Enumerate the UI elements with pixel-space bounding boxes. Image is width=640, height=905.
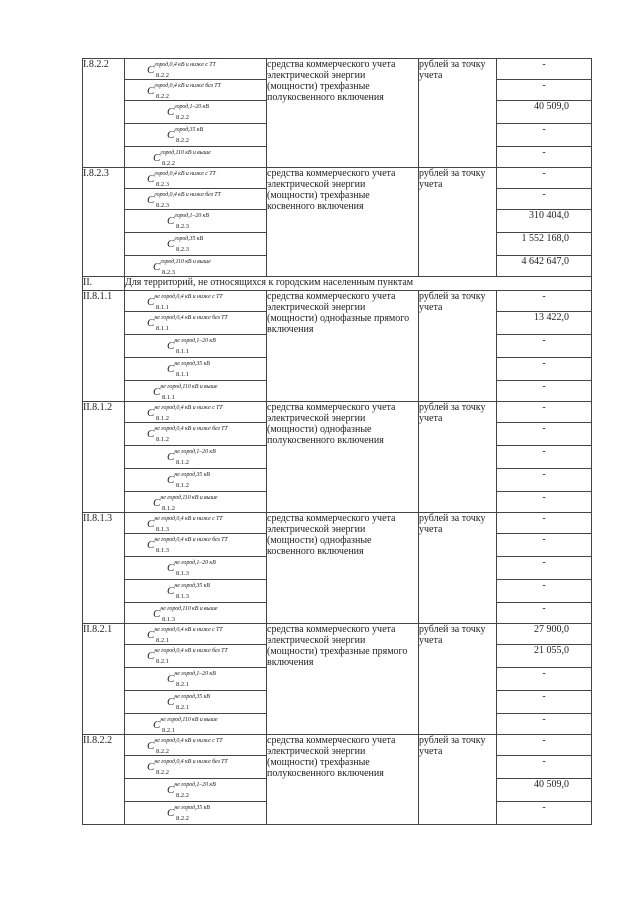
rate-symbol-superscript: не город,0,4 кВ и ниже с ТТ xyxy=(154,516,223,522)
rate-symbol-subscript-wrap xyxy=(156,635,169,645)
rate-symbol-cell xyxy=(125,80,267,101)
rate-symbol-superscript: не город,110 кВ и выше xyxy=(160,384,218,390)
rate-symbol-subscript-wrap xyxy=(156,656,169,667)
rate-value: - xyxy=(497,469,592,492)
meter-description: средства коммерческого учета электрической энергии (мощности) трехфазные косвенного включения xyxy=(267,168,419,277)
table-row xyxy=(83,513,592,534)
item-code: II.8.2.1 xyxy=(83,624,125,735)
rate-symbol-cell xyxy=(125,168,267,189)
item-code: II.8.2.2 xyxy=(83,735,125,825)
rate-symbol-superscript: не город,0,4 кВ и ниже с ТТ xyxy=(154,294,223,300)
rate-symbol-subscript-wrap xyxy=(176,244,189,255)
rate-symbol-cell xyxy=(125,557,267,580)
rate-symbol-superscript: не город,110 кВ и выше xyxy=(160,495,218,501)
unit-of-measure: рублей за точку учета xyxy=(419,59,497,168)
rate-symbol-subscript-wrap xyxy=(176,457,189,468)
rate-symbol-cell xyxy=(125,603,267,624)
rate-symbol-subscript-wrap xyxy=(156,413,169,423)
rate-value: 13 422,0 xyxy=(497,312,592,335)
rate-symbol-subscript: 8.2.3 xyxy=(156,181,169,188)
rate-symbol-subscript: 8.1.2 xyxy=(156,415,169,422)
rate-symbol-subscript-wrap xyxy=(176,221,189,232)
rate-symbol-cell xyxy=(125,580,267,603)
rate-value: - xyxy=(497,147,592,168)
rate-symbol-subscript-wrap xyxy=(176,346,189,357)
table-row xyxy=(83,402,592,423)
rate-symbol-subscript-wrap xyxy=(162,267,175,277)
rate-symbol-superscript: город,1–20 кВ xyxy=(174,104,209,110)
rate-symbol-letter: C xyxy=(147,407,155,419)
rate-symbol-superscript: не город,35 кВ xyxy=(174,472,210,478)
rate-symbol-subscript: 8.1.3 xyxy=(156,526,169,533)
rate-symbol-superscript: город,0,4 кВ и ниже с ТТ xyxy=(154,62,216,68)
rate-symbol-subscript: 8.2.2 xyxy=(162,160,175,167)
rate-symbol-superscript: не город,35 кВ xyxy=(174,583,210,589)
table-row xyxy=(83,168,592,189)
rate-symbol-letter: C xyxy=(147,539,155,551)
rate-symbol-superscript: не город,110 кВ и выше xyxy=(160,717,218,723)
rate-symbol-letter: C xyxy=(167,451,175,463)
rate-symbol-cell xyxy=(125,335,267,358)
rate-symbol-superscript: город,1–20 кВ xyxy=(174,213,209,219)
rate-symbol-cell xyxy=(125,189,267,210)
rate-symbol-letter: C xyxy=(167,474,175,486)
rate-symbol-subscript: 8.1.1 xyxy=(162,394,175,401)
rate-symbol-cell xyxy=(125,423,267,446)
rate-symbol-letter: C xyxy=(167,106,175,118)
rate-value: - xyxy=(497,691,592,714)
rate-symbol-cell xyxy=(125,381,267,402)
rate-symbol-subscript-wrap xyxy=(162,503,175,513)
rate-value: 27 900,0 xyxy=(497,624,592,645)
section-title: Для территорий, не относящихся к городским населенным пунктам xyxy=(125,277,592,291)
rate-symbol-letter: C xyxy=(153,152,161,164)
rate-symbol-subscript: 8.2.1 xyxy=(156,637,169,644)
rate-symbol-letter: C xyxy=(147,317,155,329)
rate-symbol-cell xyxy=(125,312,267,335)
rate-value: 21 055,0 xyxy=(497,645,592,668)
rate-value: - xyxy=(497,358,592,381)
rate-symbol-letter: C xyxy=(147,428,155,440)
meter-description: средства коммерческого учета электрической энергии (мощности) трехфазные прямого включения xyxy=(267,624,419,735)
rate-symbol-letter: C xyxy=(167,340,175,352)
table-row xyxy=(83,624,592,645)
unit-of-measure: рублей за точку учета xyxy=(419,513,497,624)
rate-symbol xyxy=(167,669,216,685)
unit-of-measure: рублей за точку учета xyxy=(419,402,497,513)
rate-value: - xyxy=(497,735,592,756)
rate-symbol-cell xyxy=(125,124,267,147)
rate-symbol-subscript-wrap xyxy=(176,702,189,713)
rate-symbol-letter: C xyxy=(147,194,155,206)
rate-value: 1 552 168,0 xyxy=(497,233,592,256)
rate-symbol-subscript-wrap xyxy=(156,767,169,778)
rate-symbol-subscript: 8.2.1 xyxy=(156,658,169,665)
rate-symbol-subscript-wrap xyxy=(156,179,169,189)
rate-value: - xyxy=(497,756,592,779)
rate-symbol-letter: C xyxy=(167,215,175,227)
section-code: II. xyxy=(83,277,125,291)
rate-symbol-cell xyxy=(125,492,267,513)
rate-symbol-letter: C xyxy=(147,740,155,752)
rate-symbol-cell xyxy=(125,256,267,277)
rate-symbol-superscript: не город,0,4 кВ и ниже с ТТ xyxy=(154,405,223,411)
unit-of-measure: рублей за точку учета xyxy=(419,291,497,402)
rate-symbol-superscript: не город,1–20 кВ xyxy=(174,560,216,566)
rate-symbol-subscript-wrap xyxy=(156,746,169,756)
rate-symbol-cell xyxy=(125,534,267,557)
rate-symbol-superscript: город,35 кВ xyxy=(174,236,204,242)
rate-value: - xyxy=(497,168,592,189)
rate-symbol-subscript: 8.2.2 xyxy=(156,93,169,100)
rate-symbol-subscript: 8.2.1 xyxy=(162,727,175,734)
rate-value: - xyxy=(497,668,592,691)
rate-value: - xyxy=(497,189,592,210)
rate-value: - xyxy=(497,714,592,735)
item-code: II.8.1.2 xyxy=(83,402,125,513)
item-code: II.8.1.3 xyxy=(83,513,125,624)
rate-symbol-subscript: 8.2.2 xyxy=(176,137,189,144)
rate-symbol-cell xyxy=(125,101,267,124)
rate-symbol xyxy=(167,558,216,574)
rate-symbol-subscript: 8.1.1 xyxy=(156,325,169,332)
rate-symbol xyxy=(167,780,216,796)
meter-description: средства коммерческого учета электрической энергии (мощности) трехфазные полукосвенного включения xyxy=(267,59,419,168)
rate-symbol-subscript: 8.2.2 xyxy=(156,748,169,755)
rate-symbol-letter: C xyxy=(153,497,161,509)
rate-symbol-superscript: не город,0,4 кВ и ниже без ТТ xyxy=(154,315,228,321)
rate-symbol-subscript: 8.2.3 xyxy=(176,223,189,230)
rate-symbol-subscript: 8.2.2 xyxy=(156,769,169,776)
rate-symbol-cell xyxy=(125,233,267,256)
rate-symbol-subscript: 8.2.2 xyxy=(176,792,189,799)
item-code: II.8.1.1 xyxy=(83,291,125,402)
rate-symbol-cell xyxy=(125,402,267,423)
rate-symbol-subscript-wrap xyxy=(156,434,169,445)
rate-symbol-letter: C xyxy=(153,608,161,620)
table-row xyxy=(83,291,592,312)
rate-symbol-letter: C xyxy=(147,64,155,76)
rate-symbol-letter: C xyxy=(167,673,175,685)
rate-value: 40 509,0 xyxy=(497,779,592,802)
rate-symbol-subscript-wrap xyxy=(156,91,169,101)
rate-symbol-subscript: 8.2.1 xyxy=(176,704,189,711)
rate-symbol-cell xyxy=(125,645,267,668)
rate-symbol-subscript-wrap xyxy=(176,112,189,123)
rate-symbol xyxy=(167,447,216,463)
rate-symbol-cell xyxy=(125,291,267,312)
table-row xyxy=(83,59,592,80)
rate-symbol-letter: C xyxy=(167,238,175,250)
rate-value: - xyxy=(497,603,592,624)
rate-symbol-subscript-wrap xyxy=(176,813,189,824)
rate-symbol-letter: C xyxy=(147,650,155,662)
rate-value: - xyxy=(497,59,592,80)
rate-symbol-subscript-wrap xyxy=(156,70,169,80)
unit-of-measure: рублей за точку учета xyxy=(419,168,497,277)
rate-symbol-letter: C xyxy=(167,129,175,141)
rate-symbol-cell xyxy=(125,210,267,233)
rate-symbol-subscript: 8.1.1 xyxy=(176,371,189,378)
rate-symbol-subscript: 8.1.3 xyxy=(162,616,175,623)
rate-symbol-subscript: 8.2.2 xyxy=(176,114,189,121)
rate-symbol-superscript: не город,1–20 кВ xyxy=(174,449,216,455)
rate-symbol-subscript-wrap xyxy=(176,679,189,690)
rate-value: - xyxy=(497,402,592,423)
rate-symbol-superscript: город,0,4 кВ и ниже с ТТ xyxy=(154,171,216,177)
rate-symbol-letter: C xyxy=(153,261,161,273)
rate-symbol-superscript: город,35 кВ xyxy=(174,127,204,133)
rate-symbol-letter: C xyxy=(167,562,175,574)
rate-symbol-subscript: 8.2.2 xyxy=(176,815,189,822)
rate-symbol-superscript: не город,1–20 кВ xyxy=(174,671,216,677)
rate-symbol-cell xyxy=(125,358,267,381)
rate-value: - xyxy=(497,513,592,534)
rate-symbol-letter: C xyxy=(167,585,175,597)
rate-symbol-cell xyxy=(125,469,267,492)
rate-symbol-superscript: город,0,4 кВ и ниже без ТТ xyxy=(154,192,221,198)
rate-value: - xyxy=(497,446,592,469)
rate-symbol-subscript: 8.1.1 xyxy=(156,304,169,311)
meter-description: средства коммерческого учета электрической энергии (мощности) однофазные полукосвенного включения xyxy=(267,402,419,513)
rate-symbol-subscript: 8.1.1 xyxy=(176,348,189,355)
rate-symbol-superscript: не город,35 кВ xyxy=(174,805,210,811)
rate-symbol-superscript: не город,35 кВ xyxy=(174,361,210,367)
meter-description: средства коммерческого учета электрической энергии (мощности) однофазные прямого включения xyxy=(267,291,419,402)
meter-description: средства коммерческого учета электрической энергии (мощности) однофазные косвенного включения xyxy=(267,513,419,624)
rate-symbol-cell xyxy=(125,802,267,825)
rate-symbol-letter: C xyxy=(167,807,175,819)
rate-symbol xyxy=(167,336,216,352)
rate-symbol-superscript: не город,0,4 кВ и ниже с ТТ xyxy=(154,627,223,633)
rate-symbol-subscript: 8.1.2 xyxy=(176,482,189,489)
rate-symbol-subscript-wrap xyxy=(156,323,169,334)
rate-symbol-subscript-wrap xyxy=(176,568,189,579)
rate-symbol-subscript-wrap xyxy=(156,524,169,534)
rate-symbol-superscript: не город,1–20 кВ xyxy=(174,338,216,344)
rate-symbol-subscript: 8.1.3 xyxy=(176,570,189,577)
rate-symbol-letter: C xyxy=(147,173,155,185)
rate-symbol-subscript-wrap xyxy=(176,591,189,602)
rate-symbol-subscript: 8.2.3 xyxy=(156,202,169,209)
rate-symbol-letter: C xyxy=(147,629,155,641)
rate-symbol-subscript-wrap xyxy=(162,392,175,402)
rate-symbol-subscript-wrap xyxy=(176,790,189,801)
rate-symbol-superscript: не город,0,4 кВ и ниже без ТТ xyxy=(154,759,228,765)
rate-symbol-subscript-wrap xyxy=(162,158,175,168)
rate-symbol-letter: C xyxy=(167,363,175,375)
rate-value: - xyxy=(497,534,592,557)
rate-symbol-cell xyxy=(125,446,267,469)
rate-symbol-cell xyxy=(125,624,267,645)
rate-symbol-superscript: не город,1–20 кВ xyxy=(174,782,216,788)
rate-symbol-subscript-wrap xyxy=(156,302,169,312)
item-code: I.8.2.3 xyxy=(83,168,125,277)
rate-symbol-superscript: город,110 кВ и выше xyxy=(160,259,211,265)
rate-symbol-subscript: 8.1.2 xyxy=(156,436,169,443)
rate-symbol-superscript: город,110 кВ и выше xyxy=(160,150,211,156)
rate-symbol-letter: C xyxy=(147,85,155,97)
rate-symbol-cell xyxy=(125,513,267,534)
rate-symbol-letter: C xyxy=(147,761,155,773)
rate-symbol-subscript: 8.2.3 xyxy=(176,246,189,253)
rate-symbol-subscript-wrap xyxy=(176,369,189,380)
section-row xyxy=(83,277,592,291)
rate-value: 310 404,0 xyxy=(497,210,592,233)
rate-value: 40 509,0 xyxy=(497,101,592,124)
rate-symbol-superscript: не город,35 кВ xyxy=(174,694,210,700)
item-code: I.8.2.2 xyxy=(83,59,125,168)
rate-symbol-letter: C xyxy=(147,296,155,308)
rate-symbol-superscript: не город,0,4 кВ и ниже без ТТ xyxy=(154,426,228,432)
rate-symbol-letter: C xyxy=(167,784,175,796)
rate-symbol-cell xyxy=(125,668,267,691)
rate-symbol-letter: C xyxy=(153,719,161,731)
unit-of-measure: рублей за точку учета xyxy=(419,624,497,735)
rate-symbol-subscript-wrap xyxy=(176,135,189,146)
rate-symbol-subscript-wrap xyxy=(156,545,169,556)
rate-symbol-cell xyxy=(125,147,267,168)
rate-value: 4 642 647,0 xyxy=(497,256,592,277)
rate-symbol-cell xyxy=(125,779,267,802)
rate-symbol-subscript: 8.1.3 xyxy=(156,547,169,554)
rate-symbol-superscript: не город,0,4 кВ и ниже без ТТ xyxy=(154,648,228,654)
rate-symbol-cell xyxy=(125,714,267,735)
rate-symbol-cell xyxy=(125,756,267,779)
rate-symbol-subscript: 8.1.3 xyxy=(176,593,189,600)
rate-symbol-subscript-wrap xyxy=(162,725,175,735)
rate-symbol-superscript: город,0,4 кВ и ниже без ТТ xyxy=(154,83,221,89)
rate-value: - xyxy=(497,291,592,312)
rate-value: - xyxy=(497,802,592,825)
table-row xyxy=(83,735,592,756)
rate-symbol-cell xyxy=(125,691,267,714)
tariff-table xyxy=(82,58,592,825)
rate-value: - xyxy=(497,580,592,603)
rate-value: - xyxy=(497,423,592,446)
rate-symbol-subscript: 8.2.1 xyxy=(176,681,189,688)
rate-symbol-letter: C xyxy=(153,386,161,398)
rate-symbol-subscript: 8.2.2 xyxy=(156,72,169,79)
unit-of-measure: рублей за точку учета xyxy=(419,735,497,825)
rate-symbol-subscript-wrap xyxy=(176,480,189,491)
meter-description: средства коммерческого учета электрической энергии (мощности) трехфазные полукосвенного включения xyxy=(267,735,419,825)
rate-symbol-subscript: 8.2.3 xyxy=(162,269,175,276)
rate-value: - xyxy=(497,381,592,402)
rate-value: - xyxy=(497,80,592,101)
rate-symbol-subscript: 8.1.2 xyxy=(176,459,189,466)
rate-symbol-subscript-wrap xyxy=(156,200,169,210)
rate-symbol-letter: C xyxy=(147,518,155,530)
rate-value: - xyxy=(497,335,592,358)
rate-symbol-subscript-wrap xyxy=(162,614,175,624)
rate-symbol-superscript: не город,110 кВ и выше xyxy=(160,606,218,612)
rate-symbol-cell xyxy=(125,59,267,80)
rate-symbol-superscript: не город,0,4 кВ и ниже без ТТ xyxy=(154,537,228,543)
rate-symbol-superscript: не город,0,4 кВ и ниже с ТТ xyxy=(154,738,223,744)
rate-value: - xyxy=(497,492,592,513)
rate-value: - xyxy=(497,557,592,580)
rate-symbol-cell xyxy=(125,735,267,756)
rate-symbol-subscript: 8.1.2 xyxy=(162,505,175,512)
rate-symbol-letter: C xyxy=(167,696,175,708)
rate-value: - xyxy=(497,124,592,147)
